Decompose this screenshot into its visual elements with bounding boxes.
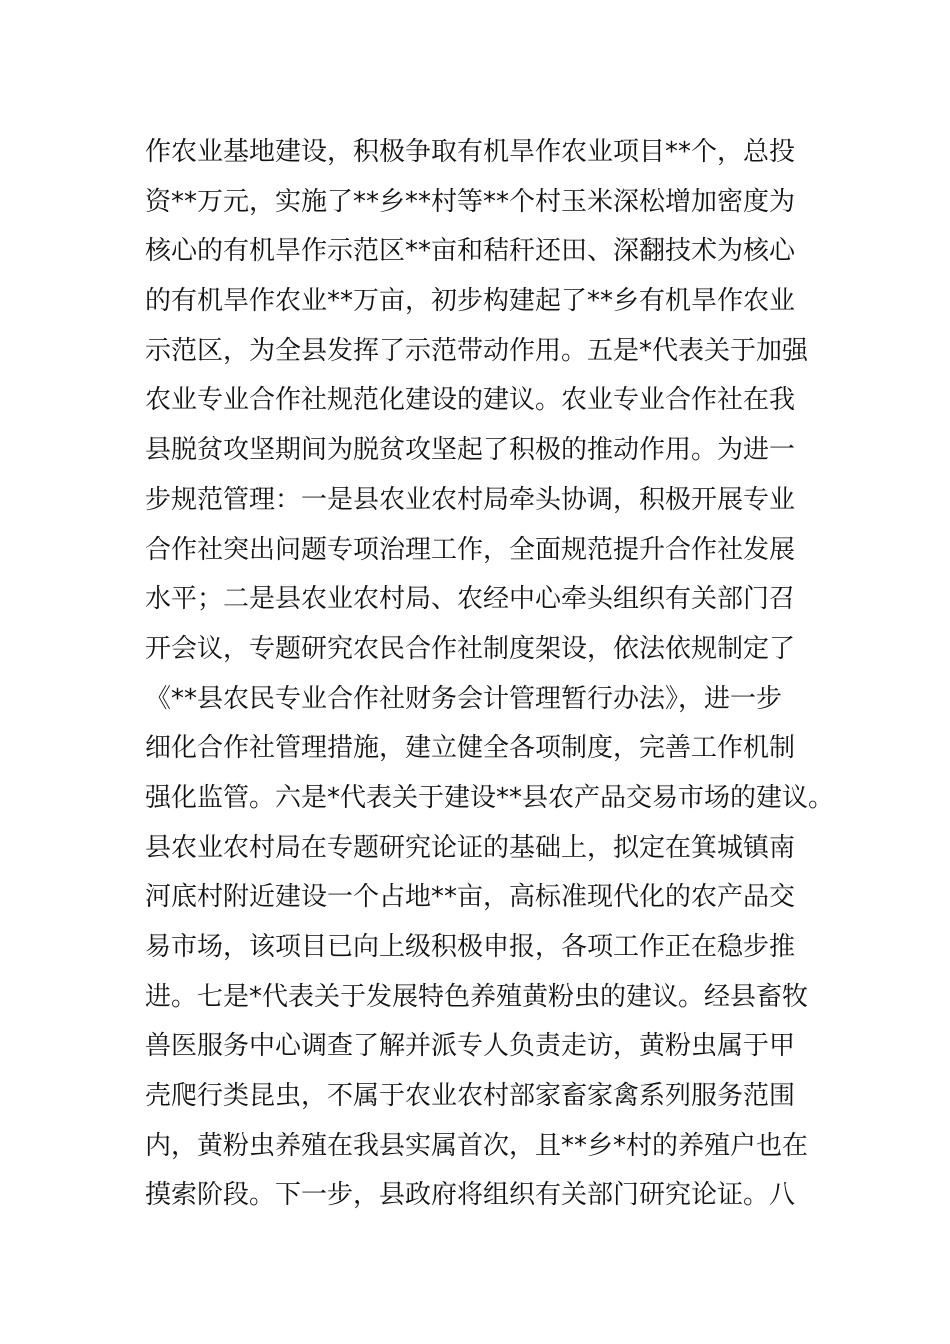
text-line-20: 壳爬行类昆虫，不属于农业农村部家畜家禽系列服务范围 bbox=[145, 1081, 796, 1112]
text-line-10: 水平；二是县农业农村局、农经中心牵头组织有关部门召 bbox=[145, 584, 796, 615]
text-line-4: 的有机旱作农业**万亩，初步构建起了**乡有机旱作农业 bbox=[145, 286, 796, 317]
text-line-22: 摸索阶段。下一步，县政府将组织有关部门研究论证。八 bbox=[145, 1180, 796, 1211]
text-line-15: 县农业农村局在专题研究论证的基础上，拟定在箕城镇南 bbox=[145, 832, 796, 863]
text-line-6: 农业专业合作社规范化建设的建议。农业专业合作社在我 bbox=[145, 385, 796, 416]
text-line-3: 核心的有机旱作示范区**亩和秸秆还田、深翻技术为核心 bbox=[145, 236, 796, 267]
text-line-13: 细化合作社管理措施，建立健全各项制度，完善工作机制 bbox=[145, 733, 796, 764]
text-line-21: 内，黄粉虫养殖在我县实属首次，且**乡*村的养殖户也在 bbox=[145, 1130, 809, 1161]
text-line-2: 资**万元，实施了**乡**村等**个村玉米深松增加密度为 bbox=[145, 186, 796, 217]
text-line-14: 强化监管。六是*代表关于建设**县农产品交易市场的建议。 bbox=[145, 782, 835, 813]
text-line-5: 示范区，为全县发挥了示范带动作用。五是*代表关于加强 bbox=[145, 335, 809, 366]
text-line-18: 进。七是*代表关于发展特色养殖黄粉虫的建议。经县畜牧 bbox=[145, 981, 809, 1012]
text-line-7: 县脱贫攻坚期间为脱贫攻坚起了积极的推动作用。为进一 bbox=[145, 435, 796, 466]
body-text bbox=[145, 128, 835, 1221]
text-line-1: 作农业基地建设，积极争取有机旱作农业项目**个，总投 bbox=[145, 137, 796, 167]
text-line-11: 开会议，专题研究农民合作社制度架设，依法依规制定了 bbox=[145, 633, 796, 664]
text-line-12: 《**县农民专业合作社财务会计管理暂行办法》，进一步 bbox=[145, 683, 783, 714]
text-line-8: 步规范管理：一是县农业农村局牵头协调，积极开展专业 bbox=[145, 484, 796, 515]
text-line-16: 河底村附近建设一个占地**亩，高标准现代化的农产品交 bbox=[145, 882, 796, 913]
text-line-19: 兽医服务中心调查了解并派专人负责走访，黄粉虫属于甲 bbox=[145, 1031, 796, 1062]
text-line-9: 合作社突出问题专项治理工作，全面规范提升合作社发展 bbox=[145, 534, 796, 565]
text-line-17: 易市场，该项目已向上级积极申报，各项工作正在稳步推 bbox=[145, 932, 796, 962]
